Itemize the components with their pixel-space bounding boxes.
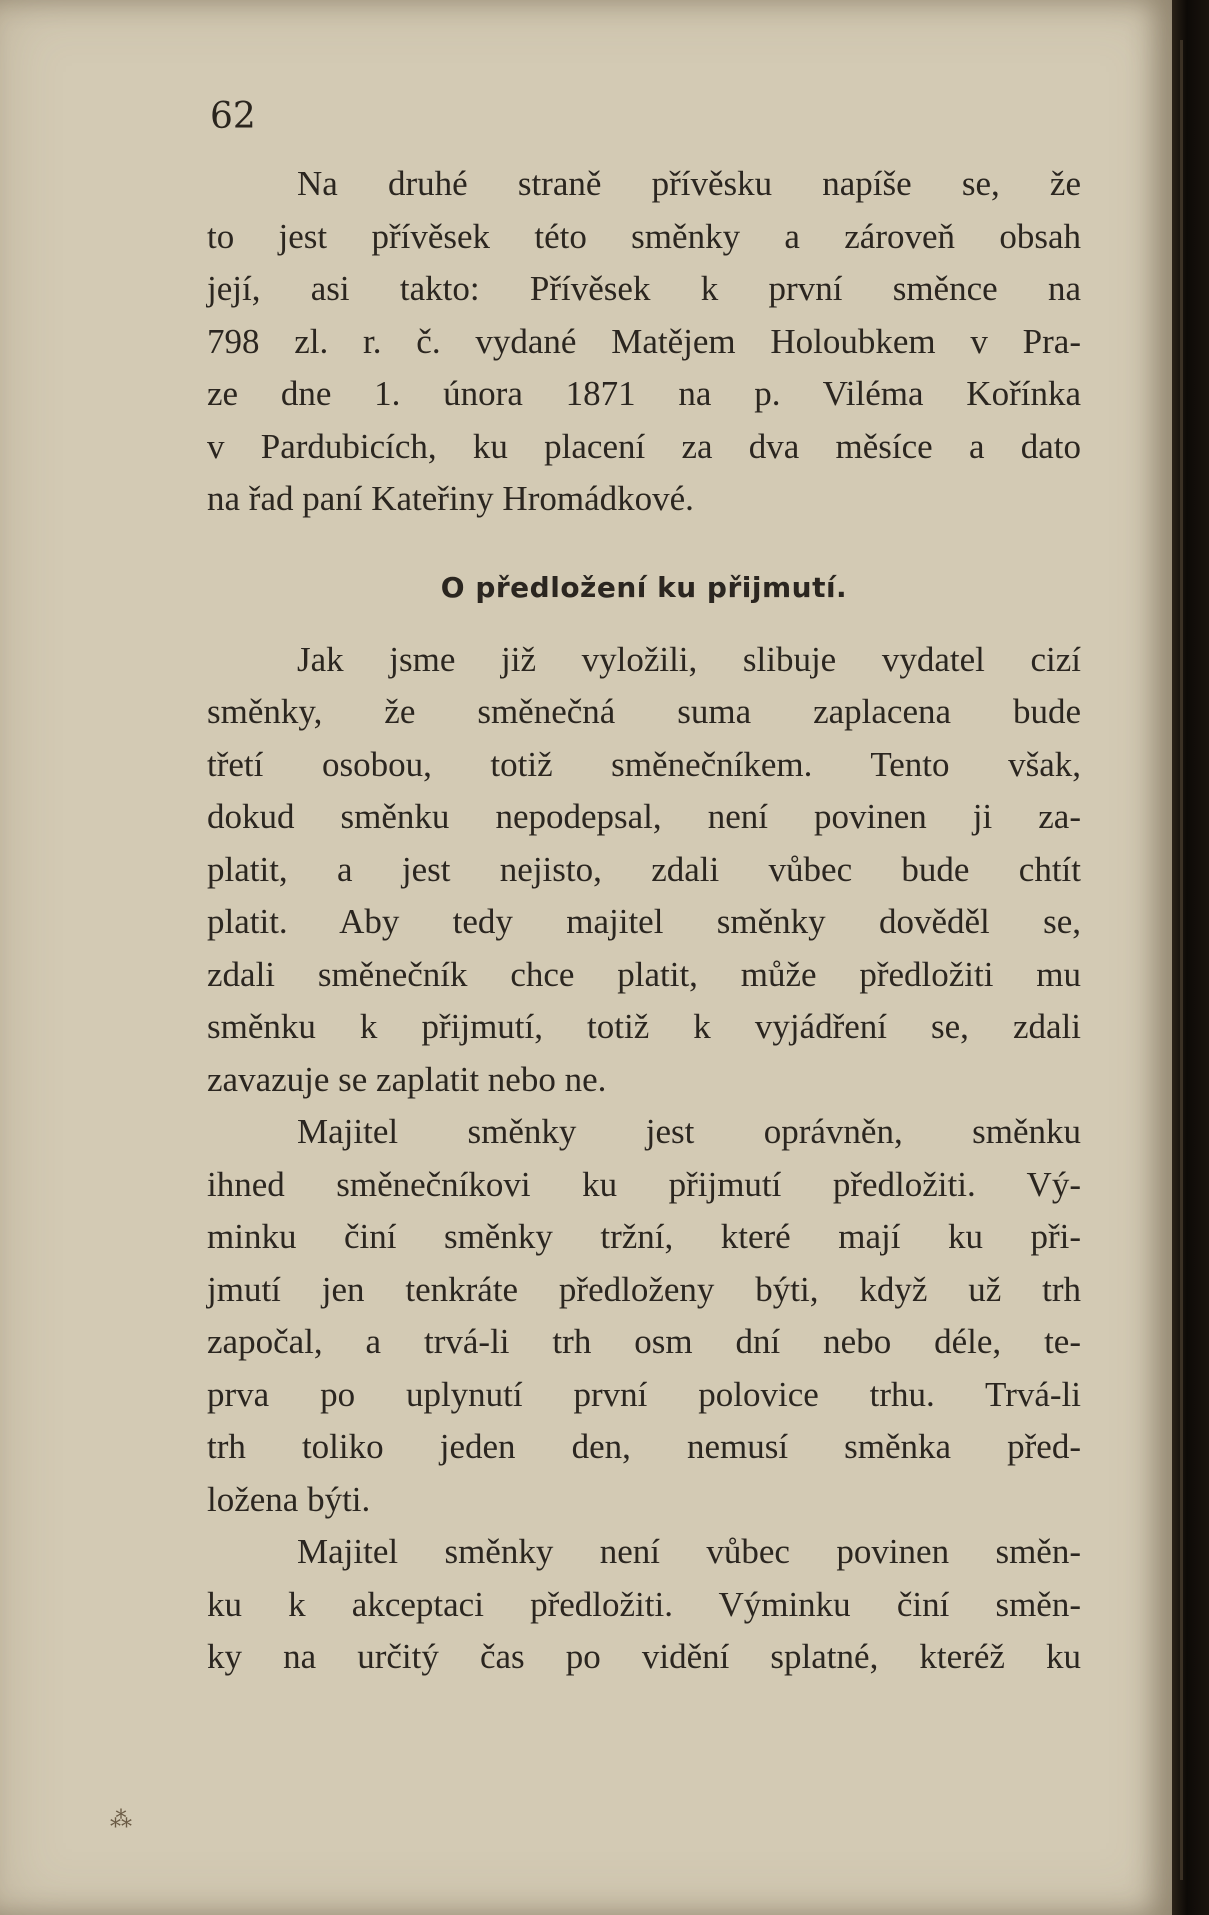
text-line: dokud směnku nepodepsal, není povinen ji za- — [207, 797, 1081, 836]
book-binding — [1172, 0, 1209, 1915]
body-text — [207, 158, 1081, 1684]
text-line: ihned směnečníkovi ku přijmutí předložiti. Vý- — [207, 1164, 1081, 1204]
text-line: platit, a jest nejisto, zdali vůbec bude chtít — [207, 849, 1081, 889]
text-line: Majitel směnky jest oprávněn, směnku — [297, 1112, 1081, 1151]
text-line: ze dne 1. února 1871 na p. Viléma Kořínka — [207, 374, 1081, 413]
section-heading: O předložení ku přijmutí. — [440, 570, 848, 604]
text-line: ložena býti. — [207, 1479, 371, 1519]
text-line: směnky, že směnečná suma zaplacena bude — [207, 692, 1081, 731]
text-line: ku k akceptaci předložiti. Výminku činí směn- — [207, 1584, 1081, 1624]
text-line: 798 zl. r. č. vydané Matějem Holoubkem v Pra- — [207, 321, 1081, 361]
text-line: trh toliko jeden den, nemusí směnka před- — [207, 1427, 1081, 1466]
paragraph-3 — [207, 1106, 1081, 1526]
paragraph-1 — [207, 158, 1081, 526]
text-line: v Pardubicích, ku placení za dva měsíce a dato — [207, 426, 1081, 466]
text-line: směnku k přijmutí, totiž k vyjádření se, zdali — [207, 1007, 1081, 1046]
paragraph-4 — [207, 1526, 1081, 1684]
page-number: 62 — [210, 96, 256, 137]
text-line: zavazuje se zaplatit nebo ne. — [207, 1059, 607, 1099]
binding-edge — [1180, 40, 1183, 1880]
text-line: její, asi takto: Přívěsek k první směnce na — [207, 269, 1081, 308]
text-line: Majitel směnky není vůbec povinen směn- — [297, 1532, 1081, 1571]
text-line: zdali směnečník chce platit, může předložiti mu — [207, 954, 1081, 994]
text-line: Na druhé straně přívěsku napíše se, že — [297, 164, 1081, 203]
text-line: ky na určitý čas po vidění splatné, kteréž ku — [207, 1637, 1081, 1676]
paragraph-2 — [207, 634, 1081, 1107]
text-line: to jest přívěsek této směnky a zároveň obsah — [207, 216, 1081, 256]
text-line: jmutí jen tenkráte předloženy býti, když už trh — [207, 1269, 1081, 1309]
text-line: prva po uplynutí první polovice trhu. Trvá-li — [207, 1374, 1081, 1414]
paper-blemish: ⁂ — [110, 1808, 132, 1833]
text-line: započal, a trvá-li trh osm dní nebo déle, te- — [207, 1322, 1081, 1361]
text-line: třetí osobou, totiž směnečníkem. Tento však, — [207, 744, 1081, 784]
text-line: minku činí směnky tržní, které mají ku při- — [207, 1217, 1081, 1256]
text-line: Jak jsme již vyložili, slibuje vydatel cizí — [297, 639, 1081, 679]
text-line: platit. Aby tedy majitel směnky dověděl se, — [207, 902, 1081, 941]
text-line: na řad paní Kateřiny Hromádkové. — [207, 479, 694, 518]
